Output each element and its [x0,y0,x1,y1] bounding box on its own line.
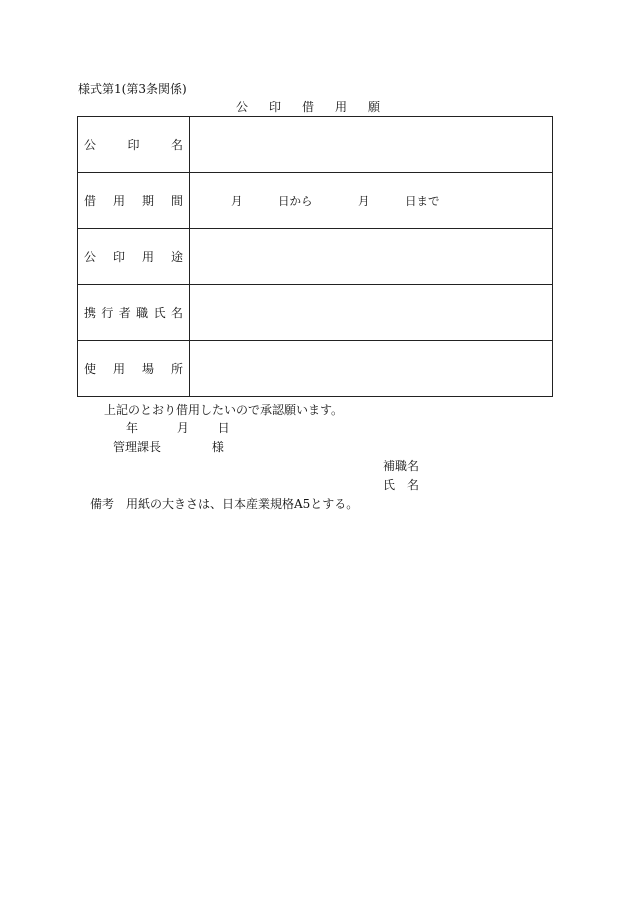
date-day: 日 [217,421,230,435]
borrow-period-field[interactable] [190,173,553,229]
label-chars: 携 行 者 職 氏 名 [84,306,183,320]
seal-purpose-field[interactable] [190,229,553,285]
table-row-carrier-name [78,285,553,341]
table-row-borrow-period [78,173,553,229]
period-line [190,193,552,209]
date-line [126,419,230,436]
date-year: 年 [126,421,139,435]
label-chars: 公 印 用 途 [84,250,183,264]
document-title: 公印借用願 [236,100,402,114]
label-chars: 公 印 名 [84,138,183,152]
addressee [113,438,224,455]
label-chars: 借 用 期 間 [84,194,183,208]
label-carrier-name [78,285,190,341]
period-day-from: 日から [278,193,313,208]
form-code: 様式第1(第3条関係) [78,82,187,96]
period-month-from: 月 [231,193,243,208]
applicant-name-label: 氏 名 [383,478,420,492]
period-day-until: 日まで [405,193,440,208]
carrier-name-field[interactable] [190,285,553,341]
label-seal-name [78,117,190,173]
period-month-until: 月 [358,193,370,208]
date-month: 月 [176,421,189,435]
remarks-note: 備考 用紙の大きさは、日本産業規格A5とする。 [90,497,359,511]
label-borrow-period [78,173,190,229]
seal-name-field[interactable] [190,117,553,173]
table-row-seal-purpose [78,229,553,285]
label-chars: 使 用 場 所 [84,362,183,376]
application-form-table [77,116,553,397]
table-row-usage-place [78,341,553,397]
addressee-honorific: 様 [211,440,224,454]
addressee-title: 管理課長 [113,440,162,454]
affiliation-label: 補職名 [383,459,420,473]
usage-place-field[interactable] [190,341,553,397]
label-seal-purpose [78,229,190,285]
table-row-seal-name [78,117,553,173]
request-text: 上記のとおり借用したいので承認願います。 [104,403,344,417]
label-usage-place [78,341,190,397]
